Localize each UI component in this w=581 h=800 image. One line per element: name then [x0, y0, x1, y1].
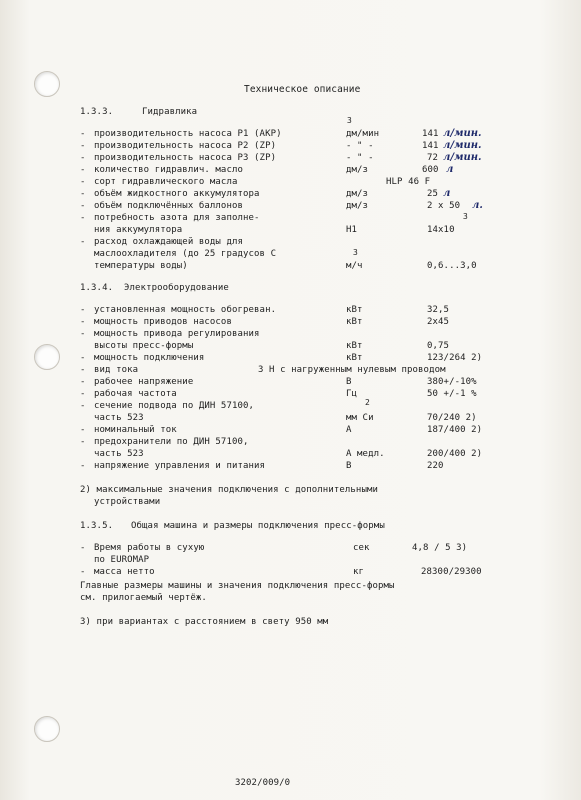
- handwritten-unit: л.: [472, 200, 483, 211]
- row-value: 28300/29300: [421, 567, 482, 577]
- row-unit: дм/мин: [346, 129, 380, 139]
- row-value: 32,5: [427, 305, 450, 315]
- row-value: 123/264 2): [427, 353, 483, 363]
- document-number: 3202/009/0: [235, 778, 291, 788]
- handwritten-unit: л/мин.: [443, 152, 482, 163]
- footnote-line: 3) при вариантах с расстоянием в свету 950 мм: [80, 617, 329, 627]
- row-label: предохранители по ДИН 57100,: [94, 437, 249, 447]
- row-unit: - " -: [346, 141, 374, 151]
- paragraph-line: см. прилогаемый чертёж.: [80, 593, 207, 603]
- bullet: -: [80, 377, 86, 387]
- row-value: HLP 46 F: [386, 177, 431, 187]
- row-value: 2х45: [427, 317, 450, 327]
- row-label: часть 523: [94, 413, 144, 423]
- section-title: Общая машина и размеры подключения пресс-формы: [131, 521, 385, 531]
- handwritten-unit: л: [443, 188, 451, 199]
- section-title: Гидравлика: [142, 107, 198, 117]
- row-unit: мм Си: [346, 413, 374, 423]
- superscript: 3: [463, 212, 468, 221]
- bullet: -: [80, 177, 86, 187]
- row-unit: В: [346, 377, 352, 387]
- handwritten-unit: л: [446, 164, 454, 175]
- row-unit: Гц: [346, 389, 358, 399]
- bullet: -: [80, 129, 86, 139]
- row-label: производительность насоса Р3 (ZP): [94, 153, 277, 163]
- row-label: сорт гидравлического масла: [94, 177, 238, 187]
- row-unit: дм/з: [346, 201, 369, 211]
- bullet: -: [80, 317, 86, 327]
- row-label: температуры воды): [94, 261, 188, 271]
- row-label: номинальный ток: [94, 425, 177, 435]
- bullet: -: [80, 461, 86, 471]
- row-label: количество гидравлич. масло: [94, 165, 243, 175]
- row-label: производительность насоса Р2 (ZP): [94, 141, 277, 151]
- handwritten-unit: л/мин.: [443, 140, 482, 151]
- row-label: установленная мощность обогреван.: [94, 305, 277, 315]
- footnote-line: устройствами: [94, 497, 161, 507]
- row-label: мощность привода регулирования: [94, 329, 260, 339]
- row-unit: дм/з: [346, 165, 369, 175]
- row-value: 2 x 50: [427, 201, 461, 211]
- row-unit: В: [346, 461, 352, 471]
- punch-hole: [34, 716, 60, 742]
- row-label: масса нетто: [94, 567, 155, 577]
- bullet: -: [80, 365, 86, 375]
- row-label: рабочее напряжение: [94, 377, 194, 387]
- row-label: сечение подвода по ДИН 57100,: [94, 401, 255, 411]
- section-title: Электрооборудование: [124, 283, 229, 293]
- row-label: расход охлаждающей воды для: [94, 237, 243, 247]
- row-value: 72: [427, 153, 439, 163]
- bullet: -: [80, 189, 86, 199]
- row-label: мощность приводов насосов: [94, 317, 232, 327]
- bullet: -: [80, 213, 86, 223]
- row-value: 14х10: [427, 225, 455, 235]
- bullet: -: [80, 389, 86, 399]
- section-number: 1.3.4.: [80, 283, 114, 293]
- bullet: -: [80, 237, 86, 247]
- bullet: -: [80, 437, 86, 447]
- bullet: -: [80, 543, 86, 553]
- row-unit: м/ч: [346, 261, 363, 271]
- row-unit: кВт: [346, 305, 363, 315]
- row-unit: кВт: [346, 353, 363, 363]
- bullet: -: [80, 305, 86, 315]
- row-unit: А медл.: [346, 449, 385, 459]
- row-label: производительность насоса Р1 (АКР): [94, 129, 282, 139]
- bullet: -: [80, 201, 86, 211]
- row-unit: 3 Н с нагруженным нулевым проводом: [258, 365, 446, 375]
- row-label: мощность подключения: [94, 353, 205, 363]
- bullet: -: [80, 567, 86, 577]
- superscript: 2: [365, 398, 370, 407]
- row-label: рабочая частота: [94, 389, 177, 399]
- bullet: -: [80, 329, 86, 339]
- row-label: объём подключённых баллонов: [94, 201, 243, 211]
- row-value: 141: [422, 141, 439, 151]
- row-value: 50 +/-1 %: [427, 389, 477, 399]
- row-value: 220: [427, 461, 444, 471]
- row-value: 0,6...3,0: [427, 261, 477, 271]
- row-unit: сек: [353, 543, 370, 553]
- row-unit: кВт: [346, 341, 363, 351]
- punch-hole: [34, 344, 60, 370]
- bullet: -: [80, 353, 86, 363]
- footnote-line: 2) максимальные значения подключения с дополнительными: [80, 485, 378, 495]
- section-number: 1.3.5.: [80, 521, 114, 531]
- bullet: -: [80, 165, 86, 175]
- row-value: 141: [422, 129, 439, 139]
- row-unit: кг: [353, 567, 365, 577]
- handwritten-unit: л/мин.: [443, 128, 482, 139]
- row-label: объём жидкостного аккумулятора: [94, 189, 260, 199]
- row-value: 200/400 2): [427, 449, 483, 459]
- row-unit: А: [346, 425, 352, 435]
- bullet: -: [80, 425, 86, 435]
- row-label: напряжение управления и питания: [94, 461, 266, 471]
- section-number: 1.3.3.: [80, 107, 114, 117]
- document-title: Техническое описание: [244, 84, 361, 95]
- superscript: 3: [353, 248, 358, 257]
- bullet: -: [80, 141, 86, 151]
- bullet: -: [80, 401, 86, 411]
- punch-hole: [34, 71, 60, 97]
- row-unit: Н1: [346, 225, 358, 235]
- row-value: 25: [427, 189, 439, 199]
- row-value: 187/400 2): [427, 425, 483, 435]
- row-label: вид тока: [94, 365, 139, 375]
- row-value: 600: [422, 165, 439, 175]
- row-unit: дм/з: [346, 189, 369, 199]
- paragraph-line: Главные размеры машины и значения подключения пресс-формы: [80, 581, 395, 591]
- row-label: часть 523: [94, 449, 144, 459]
- row-unit: кВт: [346, 317, 363, 327]
- superscript: 3: [347, 116, 352, 125]
- row-value: 70/240 2): [427, 413, 477, 423]
- bullet: -: [80, 153, 86, 163]
- row-label: маслоохладителя (до 25 градусов С: [94, 249, 277, 259]
- row-unit: - " -: [346, 153, 374, 163]
- row-label: Время работы в сухую: [94, 543, 205, 553]
- row-label: ния аккумулятора: [94, 225, 183, 235]
- row-value: 4,8 / 5 3): [412, 543, 468, 553]
- row-value: 380+/-10%: [427, 377, 477, 387]
- row-value: 0,75: [427, 341, 450, 351]
- row-label: высоты пресс-формы: [94, 341, 194, 351]
- row-label: по EUROMAP: [94, 555, 150, 565]
- row-label: потребность азота для заполне-: [94, 213, 260, 223]
